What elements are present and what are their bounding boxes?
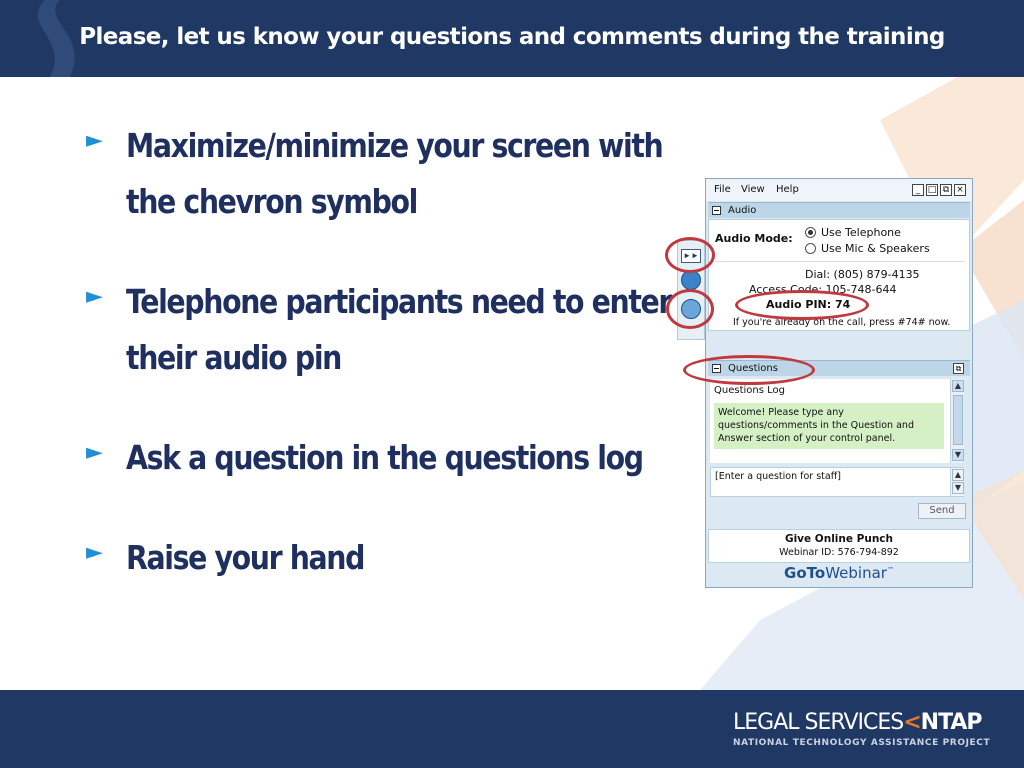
highlight-questions-ring — [683, 355, 815, 385]
audio-section-title: Audio — [728, 205, 757, 216]
questions-log-caption: Questions Log — [714, 385, 785, 396]
scroll-down-icon[interactable]: ▼ — [952, 449, 964, 461]
send-button[interactable]: Send — [918, 503, 966, 519]
question-input-scrollbar[interactable] — [950, 468, 964, 496]
bullet-item — [86, 530, 676, 586]
divider — [715, 261, 965, 262]
dial-number: Dial: (805) 879-4135 — [805, 268, 920, 281]
questions-log-scrollbar[interactable] — [950, 379, 964, 463]
bullet-arrow-icon: ► — [86, 128, 103, 153]
bullet-item — [86, 274, 676, 386]
bullet-item — [86, 118, 676, 230]
bullet-arrow-icon: ► — [86, 540, 103, 565]
screen-toggle-icon[interactable] — [681, 270, 701, 290]
collapse-icon[interactable] — [712, 206, 721, 215]
logo-legal-services: LEGAL SERVICES — [733, 710, 904, 735]
bullet-list — [86, 118, 676, 630]
highlight-hand-ring — [666, 289, 714, 329]
questions-section-title: Questions — [728, 363, 778, 374]
webinar-id: Webinar ID: 576-794-892 — [779, 547, 899, 558]
slide-footer — [0, 690, 1024, 768]
bullet-arrow-icon: ► — [86, 284, 103, 309]
audio-pin: Audio PIN: 74 — [766, 298, 851, 311]
popout-icon[interactable]: ⧉ — [953, 363, 964, 374]
bullet-text: Maximize/minimize your screen with the chevron symbol — [126, 126, 663, 221]
logo-subtitle: NATIONAL TECHNOLOGY ASSISTANCE PROJECT — [733, 738, 991, 748]
access-code: Access Code: 105-748-644 — [749, 283, 897, 296]
mic-speakers-radio[interactable] — [805, 243, 816, 254]
question-input[interactable]: [Enter a question for staff] — [710, 467, 964, 497]
logo-goto: GoTo — [784, 564, 826, 582]
close-icon[interactable]: × — [954, 184, 966, 196]
bullet-text: Ask a question in the questions log — [126, 438, 643, 477]
bullet-item — [86, 430, 676, 486]
highlight-chevron-ring — [665, 237, 715, 273]
logo-ntap: NTAP — [920, 710, 982, 735]
questions-section — [708, 377, 970, 525]
questions-log[interactable] — [710, 379, 950, 463]
online-punch-title: Give Online Punch — [784, 533, 894, 545]
logo-webinar: Webinar — [825, 564, 887, 582]
bullet-text: Telephone participants need to enter their audio pin — [126, 282, 672, 377]
logo-arrow-icon: < — [903, 710, 921, 735]
slide-header — [0, 0, 1024, 77]
welcome-message: Welcome! Please type any questions/comments in the Question and Answer section of your control panel. — [714, 403, 944, 449]
logo-tm: ™ — [886, 566, 894, 574]
telephone-radio-label[interactable]: Use Telephone — [821, 226, 901, 239]
legal-services-ntap-logo — [733, 710, 982, 735]
gotowebinar-logo — [706, 564, 972, 582]
chevron-expand-button[interactable]: ►► — [681, 249, 701, 263]
maximize-icon[interactable]: □ — [927, 185, 937, 195]
menu-file[interactable]: File — [714, 184, 731, 195]
scroll-up-icon[interactable]: ▲ — [952, 469, 964, 481]
bullet-text: Raise your hand — [126, 538, 365, 577]
slide-title: Please, let us know your questions and comments during the training — [79, 24, 945, 50]
scroll-up-icon[interactable]: ▲ — [952, 380, 964, 392]
minimize-icon[interactable]: _ — [912, 184, 924, 196]
menu-view[interactable]: View — [741, 184, 765, 195]
menu-help[interactable]: Help — [776, 184, 799, 195]
call-note: If you're already on the call, press #74# now. — [733, 317, 951, 328]
bullet-arrow-icon: ► — [86, 440, 103, 465]
highlight-audio-pin-ring — [735, 290, 869, 320]
menu-bar — [706, 179, 972, 201]
scroll-down-icon[interactable]: ▼ — [952, 482, 964, 494]
online-punch-box — [708, 529, 970, 563]
mic-speakers-radio-label[interactable]: Use Mic & Speakers — [821, 242, 930, 255]
audio-section-header[interactable] — [708, 202, 970, 218]
audio-mode-label: Audio Mode: — [715, 232, 793, 245]
telephone-radio[interactable] — [805, 227, 816, 238]
scroll-thumb[interactable] — [953, 395, 963, 445]
restore-icon[interactable]: ⧉ — [940, 184, 952, 196]
